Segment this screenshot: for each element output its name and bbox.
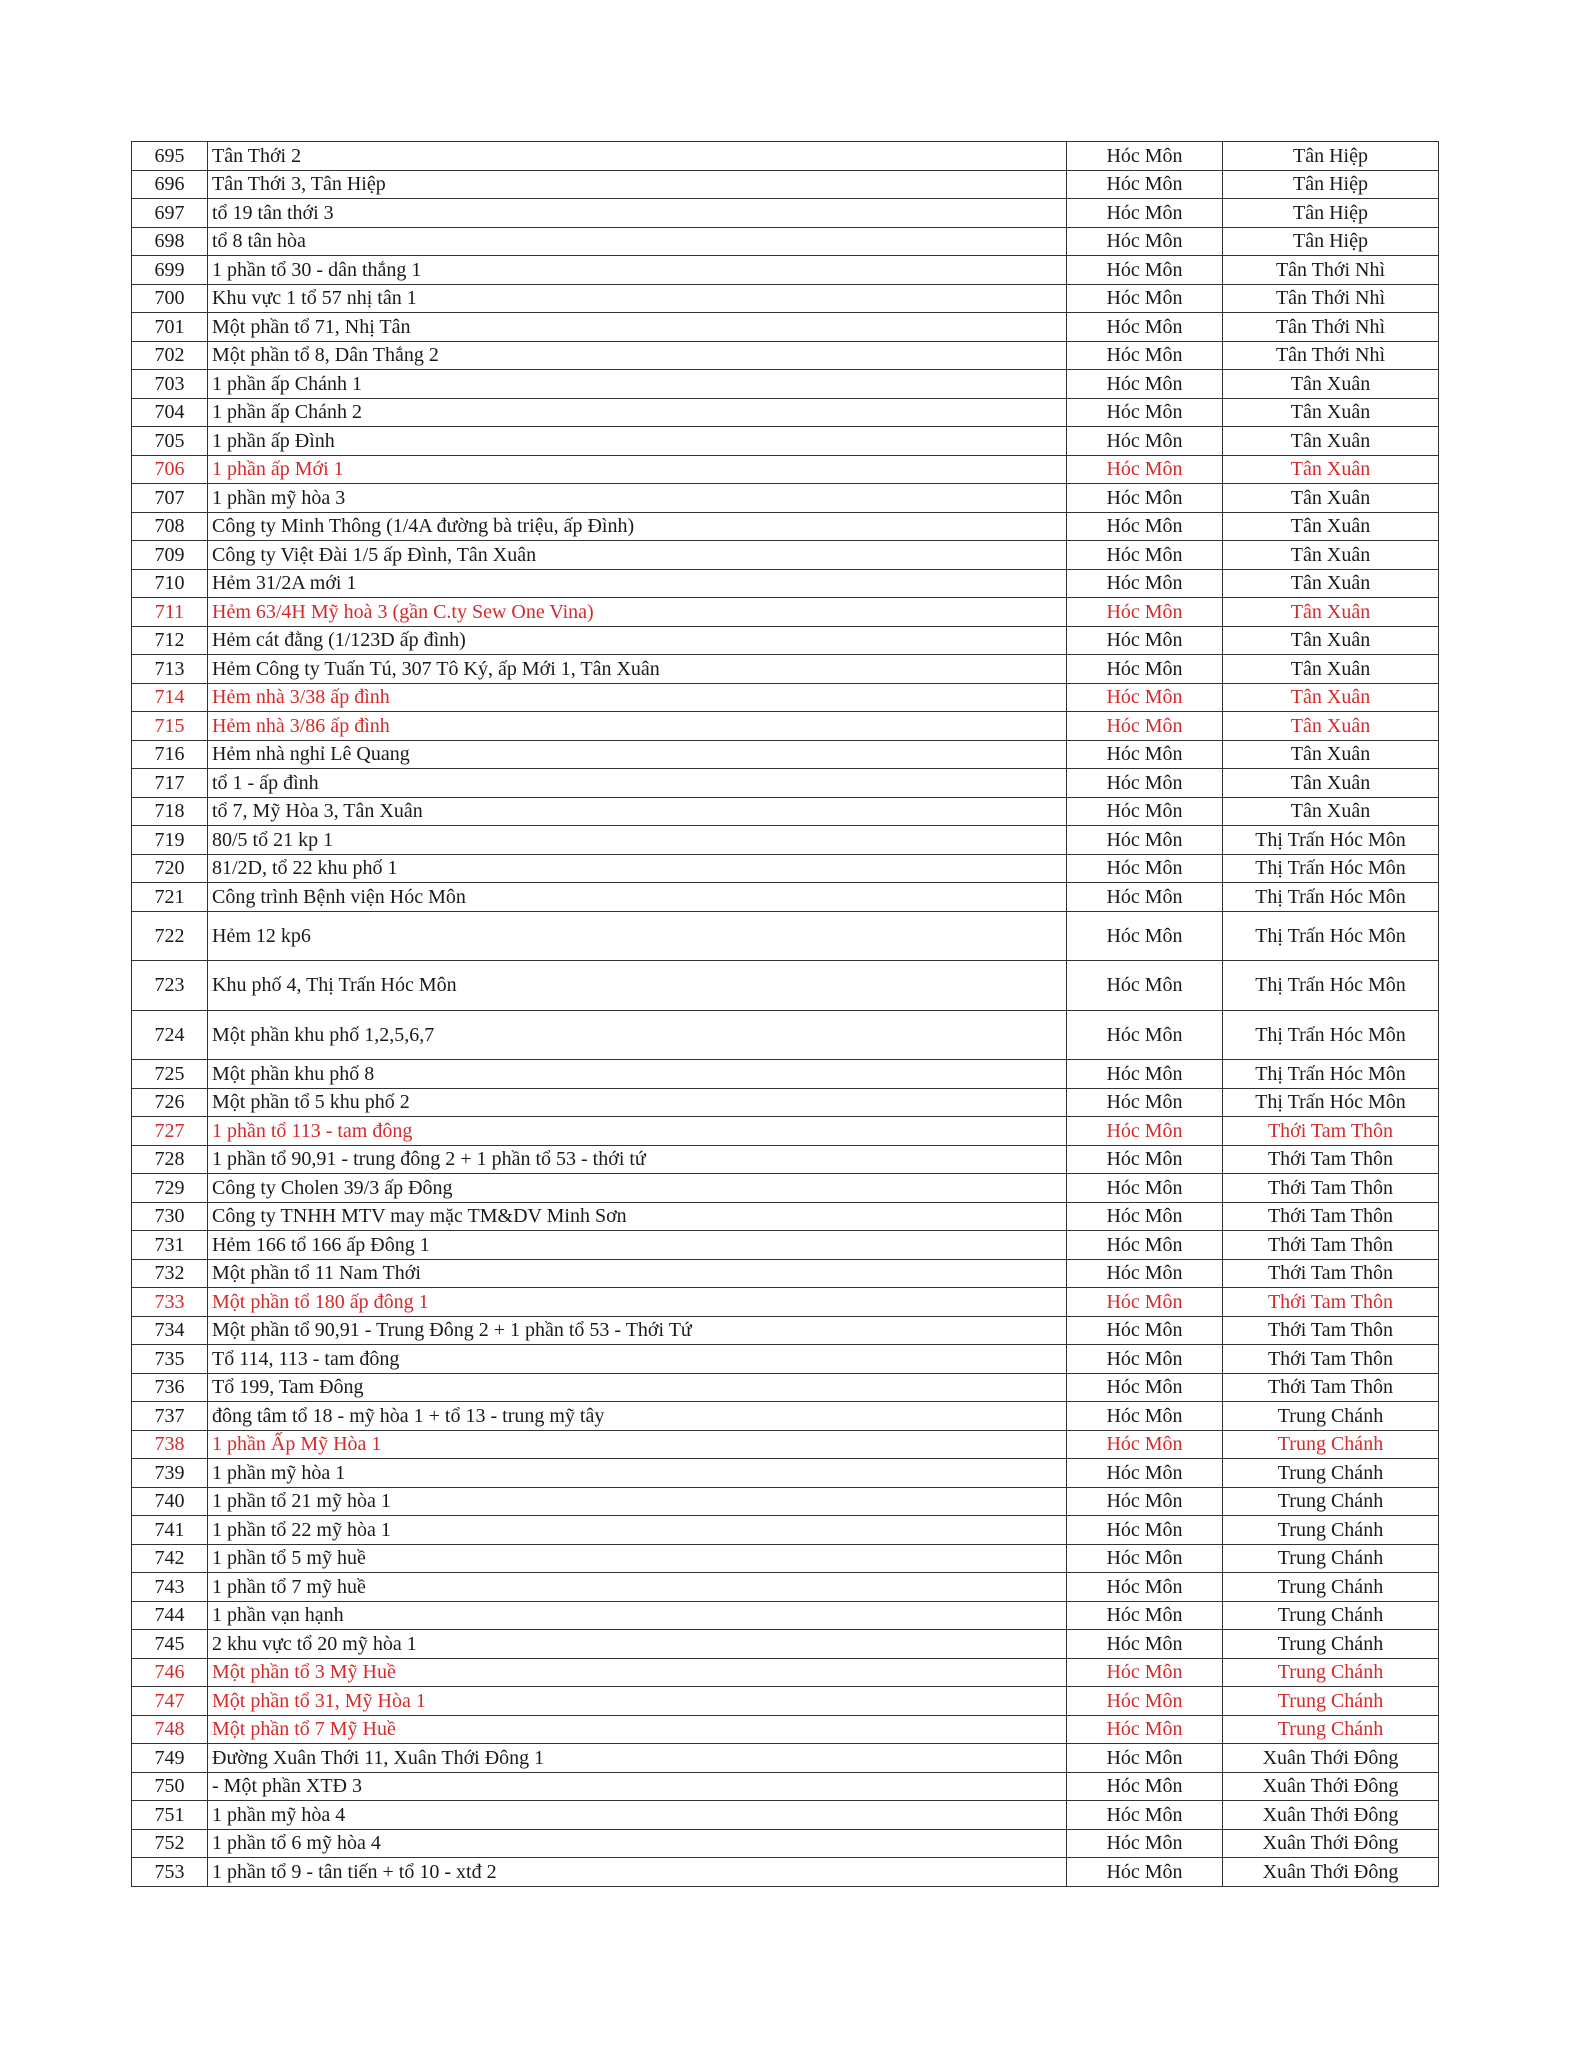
ward-cell: Trung Chánh <box>1223 1715 1439 1744</box>
location-cell: Hẻm 31/2A mới 1 <box>208 569 1067 598</box>
district-cell: Hóc Môn <box>1067 854 1223 883</box>
location-cell: 1 phần vạn hạnh <box>208 1601 1067 1630</box>
row-number-cell: 744 <box>132 1601 208 1630</box>
location-cell: 1 phần tổ 7 mỹ huề <box>208 1573 1067 1602</box>
location-cell: Một phần tổ 71, Nhị Tân <box>208 313 1067 342</box>
district-cell: Hóc Môn <box>1067 826 1223 855</box>
row-number-cell: 731 <box>132 1231 208 1260</box>
location-cell: tổ 8 tân hòa <box>208 227 1067 256</box>
table-row <box>132 961 1439 1011</box>
ward-cell: Tân Xuân <box>1223 683 1439 712</box>
row-number-cell: 706 <box>132 455 208 484</box>
district-cell: Hóc Môn <box>1067 1145 1223 1174</box>
row-number-cell: 730 <box>132 1202 208 1231</box>
location-cell: 1 phần ấp Chánh 1 <box>208 370 1067 399</box>
row-number-cell: 748 <box>132 1715 208 1744</box>
ward-cell: Tân Xuân <box>1223 512 1439 541</box>
location-cell: Tổ 199, Tam Đông <box>208 1373 1067 1402</box>
table-row <box>132 370 1439 399</box>
row-number-cell: 703 <box>132 370 208 399</box>
district-cell: Hóc Môn <box>1067 484 1223 513</box>
location-cell: Một phần tổ 180 ấp đông 1 <box>208 1288 1067 1317</box>
table-row <box>132 1174 1439 1203</box>
location-cell: tổ 7, Mỹ Hòa 3, Tân Xuân <box>208 797 1067 826</box>
ward-cell: Thị Trấn Hóc Môn <box>1223 1088 1439 1117</box>
location-cell: Hẻm nhà nghỉ Lê Quang <box>208 740 1067 769</box>
district-cell: Hóc Môn <box>1067 370 1223 399</box>
ward-cell: Trung Chánh <box>1223 1544 1439 1573</box>
ward-cell: Thới Tam Thôn <box>1223 1345 1439 1374</box>
district-cell: Hóc Môn <box>1067 455 1223 484</box>
table-row <box>132 170 1439 199</box>
ward-cell: Thị Trấn Hóc Môn <box>1223 1010 1439 1060</box>
row-number-cell: 718 <box>132 797 208 826</box>
ward-cell: Trung Chánh <box>1223 1658 1439 1687</box>
ward-cell: Thới Tam Thôn <box>1223 1117 1439 1146</box>
location-cell: Công trình Bệnh viện Hóc Môn <box>208 883 1067 912</box>
table-row <box>132 1601 1439 1630</box>
ward-cell: Tân Hiệp <box>1223 170 1439 199</box>
row-number-cell: 732 <box>132 1259 208 1288</box>
table-row <box>132 1316 1439 1345</box>
district-cell: Hóc Môn <box>1067 1715 1223 1744</box>
row-number-cell: 729 <box>132 1174 208 1203</box>
district-cell: Hóc Môn <box>1067 1430 1223 1459</box>
row-number-cell: 750 <box>132 1772 208 1801</box>
table-row <box>132 1858 1439 1887</box>
location-cell: Một phần tổ 8, Dân Thắng 2 <box>208 341 1067 370</box>
ward-cell: Thị Trấn Hóc Môn <box>1223 883 1439 912</box>
district-cell: Hóc Môn <box>1067 170 1223 199</box>
ward-cell: Trung Chánh <box>1223 1630 1439 1659</box>
location-cell: 1 phần ấp Chánh 2 <box>208 398 1067 427</box>
table-row <box>132 1744 1439 1773</box>
table-row <box>132 512 1439 541</box>
ward-cell: Tân Hiệp <box>1223 227 1439 256</box>
row-number-cell: 749 <box>132 1744 208 1773</box>
table-row <box>132 1829 1439 1858</box>
district-cell: Hóc Môn <box>1067 1402 1223 1431</box>
location-cell: Tân Thới 3, Tân Hiệp <box>208 170 1067 199</box>
district-cell: Hóc Môn <box>1067 512 1223 541</box>
ward-cell: Tân Xuân <box>1223 655 1439 684</box>
ward-cell: Thới Tam Thôn <box>1223 1174 1439 1203</box>
district-cell: Hóc Môn <box>1067 1345 1223 1374</box>
table-row <box>132 1801 1439 1830</box>
location-cell: 1 phần tổ 21 mỹ hòa 1 <box>208 1487 1067 1516</box>
location-cell: tổ 19 tân thới 3 <box>208 199 1067 228</box>
ward-cell: Trung Chánh <box>1223 1487 1439 1516</box>
row-number-cell: 696 <box>132 170 208 199</box>
location-cell: Một phần khu phố 8 <box>208 1060 1067 1089</box>
table-row <box>132 826 1439 855</box>
ward-cell: Thị Trấn Hóc Môn <box>1223 961 1439 1011</box>
location-cell: 1 phần tổ 30 - dân thắng 1 <box>208 256 1067 285</box>
district-cell: Hóc Môn <box>1067 1117 1223 1146</box>
ward-cell: Thới Tam Thôn <box>1223 1145 1439 1174</box>
table-row <box>132 284 1439 313</box>
location-cell: Công ty TNHH MTV may mặc TM&DV Minh Sơn <box>208 1202 1067 1231</box>
ward-cell: Xuân Thới Đông <box>1223 1744 1439 1773</box>
district-cell: Hóc Môn <box>1067 797 1223 826</box>
location-cell: Hẻm nhà 3/86 ấp đình <box>208 712 1067 741</box>
district-cell: Hóc Môn <box>1067 142 1223 171</box>
district-cell: Hóc Môn <box>1067 1373 1223 1402</box>
location-cell: Tổ 114, 113 - tam đông <box>208 1345 1067 1374</box>
table-row <box>132 142 1439 171</box>
ward-cell: Thới Tam Thôn <box>1223 1373 1439 1402</box>
table-row <box>132 1459 1439 1488</box>
table-row <box>132 1288 1439 1317</box>
district-cell: Hóc Môn <box>1067 541 1223 570</box>
location-cell: 1 phần tổ 22 mỹ hòa 1 <box>208 1516 1067 1545</box>
table-row <box>132 341 1439 370</box>
row-number-cell: 705 <box>132 427 208 456</box>
ward-cell: Thị Trấn Hóc Môn <box>1223 1060 1439 1089</box>
district-cell: Hóc Môn <box>1067 1772 1223 1801</box>
table-row <box>132 455 1439 484</box>
district-cell: Hóc Môn <box>1067 712 1223 741</box>
location-cell: Một phần khu phố 1,2,5,6,7 <box>208 1010 1067 1060</box>
table-row <box>132 1402 1439 1431</box>
location-cell: 1 phần tổ 90,91 - trung đông 2 + 1 phần tổ 53 - thới tứ <box>208 1145 1067 1174</box>
ward-cell: Tân Hiệp <box>1223 199 1439 228</box>
district-cell: Hóc Môn <box>1067 1744 1223 1773</box>
table-row <box>132 256 1439 285</box>
table-row <box>132 484 1439 513</box>
row-number-cell: 739 <box>132 1459 208 1488</box>
table-row <box>132 1231 1439 1260</box>
district-cell: Hóc Môn <box>1067 1231 1223 1260</box>
location-cell: Một phần tổ 5 khu phố 2 <box>208 1088 1067 1117</box>
location-table-body <box>132 142 1439 1887</box>
district-cell: Hóc Môn <box>1067 655 1223 684</box>
ward-cell: Trung Chánh <box>1223 1430 1439 1459</box>
ward-cell: Thị Trấn Hóc Môn <box>1223 854 1439 883</box>
location-cell: 2 khu vực tổ 20 mỹ hòa 1 <box>208 1630 1067 1659</box>
ward-cell: Thới Tam Thôn <box>1223 1202 1439 1231</box>
district-cell: Hóc Môn <box>1067 626 1223 655</box>
table-row <box>132 427 1439 456</box>
ward-cell: Thị Trấn Hóc Môn <box>1223 911 1439 961</box>
district-cell: Hóc Môn <box>1067 883 1223 912</box>
table-row <box>132 854 1439 883</box>
row-number-cell: 708 <box>132 512 208 541</box>
table-row <box>132 1117 1439 1146</box>
district-cell: Hóc Môn <box>1067 1202 1223 1231</box>
ward-cell: Trung Chánh <box>1223 1573 1439 1602</box>
ward-cell: Tân Xuân <box>1223 370 1439 399</box>
district-cell: Hóc Môn <box>1067 1010 1223 1060</box>
row-number-cell: 736 <box>132 1373 208 1402</box>
ward-cell: Tân Thới Nhì <box>1223 313 1439 342</box>
district-cell: Hóc Môn <box>1067 1516 1223 1545</box>
location-cell: 81/2D, tổ 22 khu phố 1 <box>208 854 1067 883</box>
district-cell: Hóc Môn <box>1067 1630 1223 1659</box>
row-number-cell: 743 <box>132 1573 208 1602</box>
location-cell: Một phần tổ 11 Nam Thới <box>208 1259 1067 1288</box>
location-cell: 1 phần mỹ hòa 4 <box>208 1801 1067 1830</box>
district-cell: Hóc Môn <box>1067 569 1223 598</box>
location-cell: Công ty Cholen 39/3 ấp Đông <box>208 1174 1067 1203</box>
table-row <box>132 683 1439 712</box>
ward-cell: Trung Chánh <box>1223 1516 1439 1545</box>
location-cell: Một phần tổ 90,91 - Trung Đông 2 + 1 phần tổ 53 - Thới Tứ <box>208 1316 1067 1345</box>
ward-cell: Tân Xuân <box>1223 569 1439 598</box>
ward-cell: Tân Xuân <box>1223 769 1439 798</box>
location-cell: 1 phần ấp Đình <box>208 427 1067 456</box>
ward-cell: Trung Chánh <box>1223 1601 1439 1630</box>
ward-cell: Thới Tam Thôn <box>1223 1316 1439 1345</box>
ward-cell: Tân Thới Nhì <box>1223 341 1439 370</box>
row-number-cell: 728 <box>132 1145 208 1174</box>
location-cell: Hẻm 166 tổ 166 ấp Đông 1 <box>208 1231 1067 1260</box>
location-cell: Hẻm 63/4H Mỹ hoà 3 (gần C.ty Sew One Vina) <box>208 598 1067 627</box>
row-number-cell: 709 <box>132 541 208 570</box>
district-cell: Hóc Môn <box>1067 961 1223 1011</box>
ward-cell: Tân Xuân <box>1223 712 1439 741</box>
table-row <box>132 1487 1439 1516</box>
district-cell: Hóc Môn <box>1067 1259 1223 1288</box>
row-number-cell: 715 <box>132 712 208 741</box>
table-row <box>132 655 1439 684</box>
district-cell: Hóc Môn <box>1067 1573 1223 1602</box>
row-number-cell: 747 <box>132 1687 208 1716</box>
location-cell: 1 phần mỹ hòa 1 <box>208 1459 1067 1488</box>
row-number-cell: 724 <box>132 1010 208 1060</box>
row-number-cell: 714 <box>132 683 208 712</box>
row-number-cell: 697 <box>132 199 208 228</box>
location-cell: Một phần tổ 31, Mỹ Hòa 1 <box>208 1687 1067 1716</box>
ward-cell: Thị Trấn Hóc Môn <box>1223 826 1439 855</box>
table-row <box>132 1345 1439 1374</box>
table-row <box>132 1658 1439 1687</box>
table-row <box>132 1687 1439 1716</box>
district-cell: Hóc Môn <box>1067 341 1223 370</box>
table-row <box>132 1630 1439 1659</box>
location-cell: Hẻm nhà 3/38 ấp đình <box>208 683 1067 712</box>
table-row <box>132 541 1439 570</box>
ward-cell: Xuân Thới Đông <box>1223 1829 1439 1858</box>
district-cell: Hóc Môn <box>1067 1288 1223 1317</box>
table-row <box>132 1544 1439 1573</box>
table-row <box>132 1088 1439 1117</box>
table-row <box>132 313 1439 342</box>
location-cell: tổ 1 - ấp đình <box>208 769 1067 798</box>
district-cell: Hóc Môn <box>1067 1316 1223 1345</box>
row-number-cell: 710 <box>132 569 208 598</box>
table-row <box>132 569 1439 598</box>
location-cell: Hẻm Công ty Tuấn Tú, 307 Tô Ký, ấp Mới 1, Tân Xuân <box>208 655 1067 684</box>
ward-cell: Thới Tam Thôn <box>1223 1288 1439 1317</box>
row-number-cell: 721 <box>132 883 208 912</box>
row-number-cell: 716 <box>132 740 208 769</box>
table-row <box>132 1202 1439 1231</box>
row-number-cell: 720 <box>132 854 208 883</box>
row-number-cell: 711 <box>132 598 208 627</box>
location-cell: Đường Xuân Thới 11, Xuân Thới Đông 1 <box>208 1744 1067 1773</box>
district-cell: Hóc Môn <box>1067 256 1223 285</box>
ward-cell: Tân Thới Nhì <box>1223 256 1439 285</box>
row-number-cell: 742 <box>132 1544 208 1573</box>
row-number-cell: 719 <box>132 826 208 855</box>
row-number-cell: 734 <box>132 1316 208 1345</box>
ward-cell: Tân Xuân <box>1223 797 1439 826</box>
location-cell: 1 phần mỹ hòa 3 <box>208 484 1067 513</box>
row-number-cell: 746 <box>132 1658 208 1687</box>
table-row <box>132 598 1439 627</box>
row-number-cell: 727 <box>132 1117 208 1146</box>
district-cell: Hóc Môn <box>1067 1601 1223 1630</box>
district-cell: Hóc Môn <box>1067 227 1223 256</box>
row-number-cell: 735 <box>132 1345 208 1374</box>
location-cell: Khu vực 1 tổ 57 nhị tân 1 <box>208 284 1067 313</box>
location-cell: 1 phần tổ 6 mỹ hòa 4 <box>208 1829 1067 1858</box>
table-row <box>132 1145 1439 1174</box>
row-number-cell: 737 <box>132 1402 208 1431</box>
location-cell: đông tâm tổ 18 - mỹ hòa 1 + tổ 13 - trung mỹ tây <box>208 1402 1067 1431</box>
table-row <box>132 1516 1439 1545</box>
table-row <box>132 199 1439 228</box>
district-cell: Hóc Môn <box>1067 427 1223 456</box>
table-row <box>132 911 1439 961</box>
location-cell: - Một phần XTĐ 3 <box>208 1772 1067 1801</box>
row-number-cell: 741 <box>132 1516 208 1545</box>
row-number-cell: 726 <box>132 1088 208 1117</box>
row-number-cell: 740 <box>132 1487 208 1516</box>
ward-cell: Xuân Thới Đông <box>1223 1858 1439 1887</box>
document-page <box>131 141 1439 1887</box>
row-number-cell: 704 <box>132 398 208 427</box>
district-cell: Hóc Môn <box>1067 199 1223 228</box>
district-cell: Hóc Môn <box>1067 598 1223 627</box>
district-cell: Hóc Môn <box>1067 398 1223 427</box>
district-cell: Hóc Môn <box>1067 769 1223 798</box>
row-number-cell: 713 <box>132 655 208 684</box>
table-row <box>132 1715 1439 1744</box>
table-row <box>132 883 1439 912</box>
table-row <box>132 797 1439 826</box>
row-number-cell: 723 <box>132 961 208 1011</box>
table-row <box>132 626 1439 655</box>
ward-cell: Trung Chánh <box>1223 1402 1439 1431</box>
location-cell: 1 phần tổ 113 - tam đông <box>208 1117 1067 1146</box>
location-cell: Hẻm 12 kp6 <box>208 911 1067 961</box>
district-cell: Hóc Môn <box>1067 1829 1223 1858</box>
district-cell: Hóc Môn <box>1067 911 1223 961</box>
location-cell: 1 phần Ấp Mỹ Hòa 1 <box>208 1430 1067 1459</box>
ward-cell: Tân Xuân <box>1223 626 1439 655</box>
location-cell: Một phần tổ 7 Mỹ Huề <box>208 1715 1067 1744</box>
location-cell: Tân Thới 2 <box>208 142 1067 171</box>
row-number-cell: 722 <box>132 911 208 961</box>
ward-cell: Tân Xuân <box>1223 427 1439 456</box>
ward-cell: Trung Chánh <box>1223 1459 1439 1488</box>
row-number-cell: 698 <box>132 227 208 256</box>
table-row <box>132 740 1439 769</box>
table-row <box>132 398 1439 427</box>
table-row <box>132 769 1439 798</box>
district-cell: Hóc Môn <box>1067 1687 1223 1716</box>
district-cell: Hóc Môn <box>1067 1459 1223 1488</box>
district-cell: Hóc Môn <box>1067 1544 1223 1573</box>
location-table <box>131 141 1439 1887</box>
district-cell: Hóc Môn <box>1067 1487 1223 1516</box>
table-row <box>132 1772 1439 1801</box>
district-cell: Hóc Môn <box>1067 1801 1223 1830</box>
row-number-cell: 700 <box>132 284 208 313</box>
row-number-cell: 725 <box>132 1060 208 1089</box>
row-number-cell: 717 <box>132 769 208 798</box>
ward-cell: Thới Tam Thôn <box>1223 1231 1439 1260</box>
row-number-cell: 695 <box>132 142 208 171</box>
district-cell: Hóc Môn <box>1067 1174 1223 1203</box>
ward-cell: Tân Xuân <box>1223 398 1439 427</box>
table-row <box>132 1573 1439 1602</box>
row-number-cell: 753 <box>132 1858 208 1887</box>
ward-cell: Tân Xuân <box>1223 484 1439 513</box>
table-row <box>132 712 1439 741</box>
row-number-cell: 707 <box>132 484 208 513</box>
ward-cell: Xuân Thới Đông <box>1223 1772 1439 1801</box>
row-number-cell: 702 <box>132 341 208 370</box>
table-row <box>132 1430 1439 1459</box>
row-number-cell: 751 <box>132 1801 208 1830</box>
district-cell: Hóc Môn <box>1067 1088 1223 1117</box>
ward-cell: Thới Tam Thôn <box>1223 1259 1439 1288</box>
row-number-cell: 701 <box>132 313 208 342</box>
location-cell: Một phần tổ 3 Mỹ Huề <box>208 1658 1067 1687</box>
location-cell: Hẻm cát đằng (1/123D ấp đình) <box>208 626 1067 655</box>
district-cell: Hóc Môn <box>1067 1060 1223 1089</box>
district-cell: Hóc Môn <box>1067 284 1223 313</box>
district-cell: Hóc Môn <box>1067 740 1223 769</box>
location-cell: Công ty Minh Thông (1/4A đường bà triệu, ấp Đình) <box>208 512 1067 541</box>
row-number-cell: 699 <box>132 256 208 285</box>
row-number-cell: 712 <box>132 626 208 655</box>
row-number-cell: 738 <box>132 1430 208 1459</box>
table-row <box>132 1060 1439 1089</box>
ward-cell: Tân Xuân <box>1223 598 1439 627</box>
location-cell: 1 phần tổ 5 mỹ huề <box>208 1544 1067 1573</box>
row-number-cell: 752 <box>132 1829 208 1858</box>
table-row <box>132 1259 1439 1288</box>
location-cell: 1 phần tổ 9 - tân tiến + tổ 10 - xtđ 2 <box>208 1858 1067 1887</box>
district-cell: Hóc Môn <box>1067 1658 1223 1687</box>
ward-cell: Tân Xuân <box>1223 455 1439 484</box>
table-row <box>132 1373 1439 1402</box>
location-cell: Khu phố 4, Thị Trấn Hóc Môn <box>208 961 1067 1011</box>
row-number-cell: 733 <box>132 1288 208 1317</box>
table-row <box>132 1010 1439 1060</box>
district-cell: Hóc Môn <box>1067 1858 1223 1887</box>
ward-cell: Tân Xuân <box>1223 740 1439 769</box>
ward-cell: Tân Hiệp <box>1223 142 1439 171</box>
ward-cell: Tân Thới Nhì <box>1223 284 1439 313</box>
district-cell: Hóc Môn <box>1067 683 1223 712</box>
ward-cell: Trung Chánh <box>1223 1687 1439 1716</box>
location-cell: 80/5 tổ 21 kp 1 <box>208 826 1067 855</box>
location-cell: Công ty Việt Đài 1/5 ấp Đình, Tân Xuân <box>208 541 1067 570</box>
ward-cell: Xuân Thới Đông <box>1223 1801 1439 1830</box>
ward-cell: Tân Xuân <box>1223 541 1439 570</box>
table-row <box>132 227 1439 256</box>
location-cell: 1 phần ấp Mới 1 <box>208 455 1067 484</box>
row-number-cell: 745 <box>132 1630 208 1659</box>
district-cell: Hóc Môn <box>1067 313 1223 342</box>
